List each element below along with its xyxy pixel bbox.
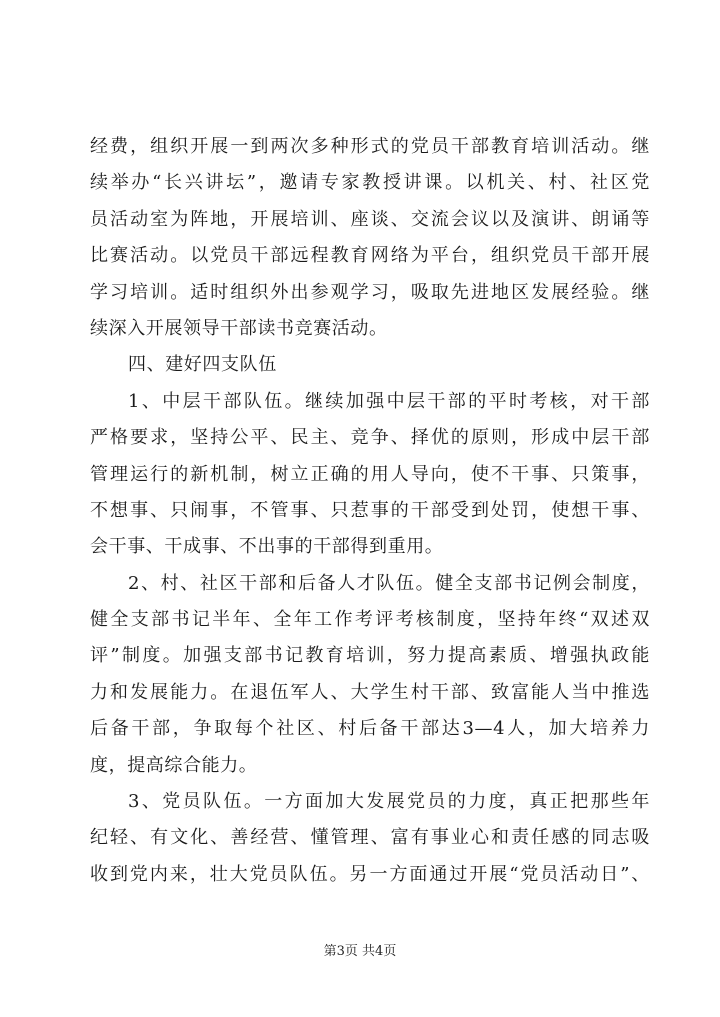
text-line: 会干事、干成事、不出事的干部得到重用。 xyxy=(90,536,444,558)
text-line: 比赛活动。以党员干部远程教育网络为平台，组织党员干部开展 xyxy=(90,245,650,267)
text-line: 收到党内来，壮大党员队伍。另一方面通过开展“党员活动日”、 xyxy=(90,863,650,885)
text-line: 健全支部书记半年、全年工作考评考核制度，坚持年终“双述双 xyxy=(90,609,650,631)
text-line: 严格要求，坚持公平、民主、竞争、择优的原则，形成中层干部 xyxy=(90,427,650,449)
paragraph-middle-cadre xyxy=(90,384,650,566)
text-line: 3、党员队伍。一方面加大发展党员的力度，真正把那些年 xyxy=(128,791,650,813)
page-number: 第3页 共4页 xyxy=(323,944,397,959)
text-line: 1、中层干部队伍。继续加强中层干部的平时考核，对干部 xyxy=(128,390,650,412)
heading-line: 四、建好四支队伍 xyxy=(128,354,277,376)
text-line: 力和发展能力。在退伍军人、大学生村干部、致富能人当中推选 xyxy=(90,681,650,703)
text-line: 评”制度。加强支部书记教育培训，努力提高素质、增强执政能 xyxy=(90,645,650,667)
text-line: 纪轻、有文化、善经营、懂管理、富有事业心和责任感的同志吸 xyxy=(90,827,650,849)
text-line: 续深入开展领导干部读书竞赛活动。 xyxy=(90,317,388,339)
text-line: 员活动室为阵地，开展培训、座谈、交流会议以及演讲、朗诵等 xyxy=(90,208,650,230)
document-body xyxy=(90,129,650,893)
text-line: 学习培训。适时组织外出参观学习，吸取先进地区发展经验。继 xyxy=(90,281,650,303)
text-line: 经费，组织开展一到两次多种形式的党员干部教育培训活动。继 xyxy=(90,136,650,157)
paragraph-party-members xyxy=(90,784,650,893)
text-line: 不想事、只闹事，不管事、只惹事的干部受到处罚，使想干事、 xyxy=(90,499,650,521)
text-line: 续举办“长兴讲坛”，邀请专家教授讲课。以机关、村、社区党 xyxy=(90,172,650,194)
text-line: 2、村、社区干部和后备人才队伍。健全支部书记例会制度， xyxy=(128,572,650,594)
paragraph-training xyxy=(90,129,650,347)
text-line: 管理运行的新机制，树立正确的用人导向，使不干事、只策事， xyxy=(90,463,650,485)
text-line: 后备干部，争取每个社区、村后备干部达3—4人，加大培养力 xyxy=(90,718,650,740)
text-line: 度，提高综合能力。 xyxy=(90,754,258,776)
section-heading xyxy=(90,347,650,383)
paragraph-village-cadre xyxy=(90,566,650,784)
